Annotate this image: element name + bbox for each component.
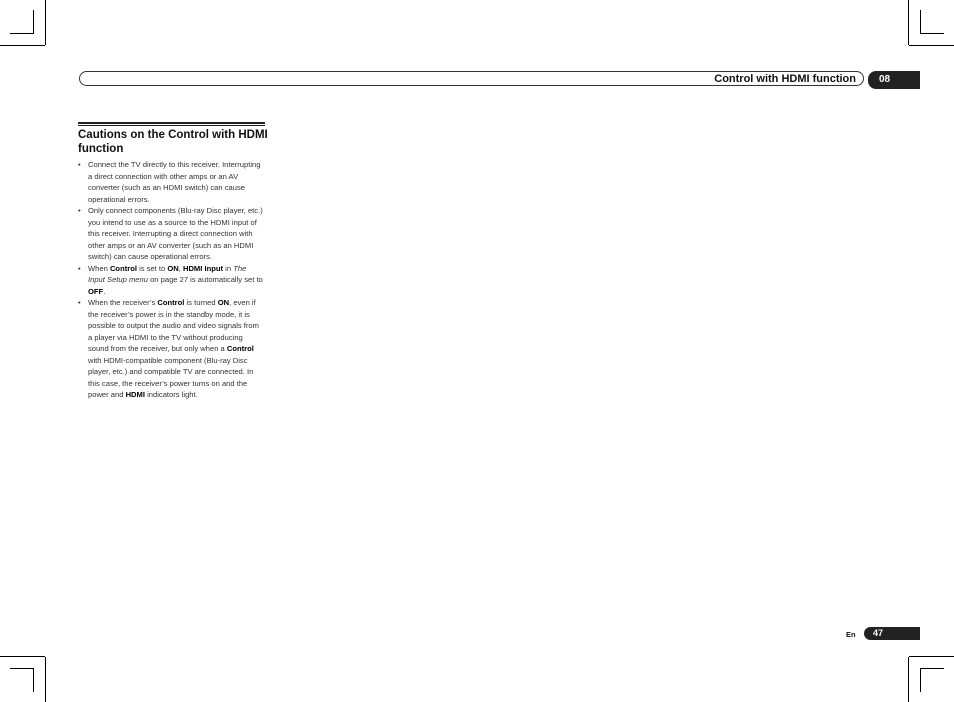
bullet-text-part: . [103, 286, 106, 296]
bullet-text: Only connect components (Blu-ray Disc player, etc.) you intend to use as a source to the HDMI input of this receiver. Interrupting a direct connection with other amps or an AV converter (such as an HDMI switch) can cause operational errors. [88, 206, 263, 261]
bullet-bold-term: HDMI Input [182, 263, 224, 273]
bullet-bold-term: ON [167, 263, 179, 273]
bullet-text-part: is set to [136, 263, 168, 273]
bullet-bold-term: Control [157, 298, 185, 307]
section-rule-thin [78, 125, 265, 126]
bullet-bold-term: ON [217, 298, 230, 307]
bullet-text-part: on page 27 is automatically set to [147, 275, 263, 284]
list-item [78, 263, 264, 298]
bullet-text: Connect the TV directly to this receiver. Interrupting a direct connection with other amps or an AV converter (such as an HDMI switch) can cause operational errors. [88, 160, 261, 204]
bullet-text-part: with HDMI-compatible component (Blu-ray Disc player, etc.) and compatible TV are connected. In this case, the receiver’s power turns on and the power and [88, 355, 254, 399]
bullet-text-part: indicators light. [144, 390, 198, 399]
bullet-text-part: , even if the receiver’s power is in the standby mode, it is possible to output the audio and video signals from a player via HDMI to the TV without producing sound from the receiver, but only when a [88, 298, 259, 353]
section-heading: Cautions on the Control with HDMI function [78, 129, 268, 155]
bullet-bold-term: HDMI [125, 390, 145, 399]
cautions-list [78, 159, 264, 401]
bullet-bold-term: Control [109, 263, 137, 273]
list-item [78, 297, 264, 401]
bullet-bold-term: OFF [88, 286, 104, 296]
bullet-text-part: When [88, 263, 110, 273]
list-item [78, 159, 264, 205]
list-item [78, 205, 264, 263]
language-label: En [846, 630, 856, 639]
section-rule [78, 122, 265, 124]
chapter-number-tab: 08 [868, 71, 920, 89]
bullet-text-part: is turned [184, 298, 218, 307]
bullet-bold-term: Control [226, 344, 254, 353]
chapter-title: Control with HDMI function [714, 73, 856, 85]
bullet-italic-reference: The Input Setup menu [88, 263, 247, 284]
bullet-text-part: , [178, 263, 183, 273]
bullet-text-part: When the receiver’s [88, 298, 158, 307]
page-number-tab: 47 [864, 627, 920, 640]
bullet-text-part: in [223, 263, 234, 273]
